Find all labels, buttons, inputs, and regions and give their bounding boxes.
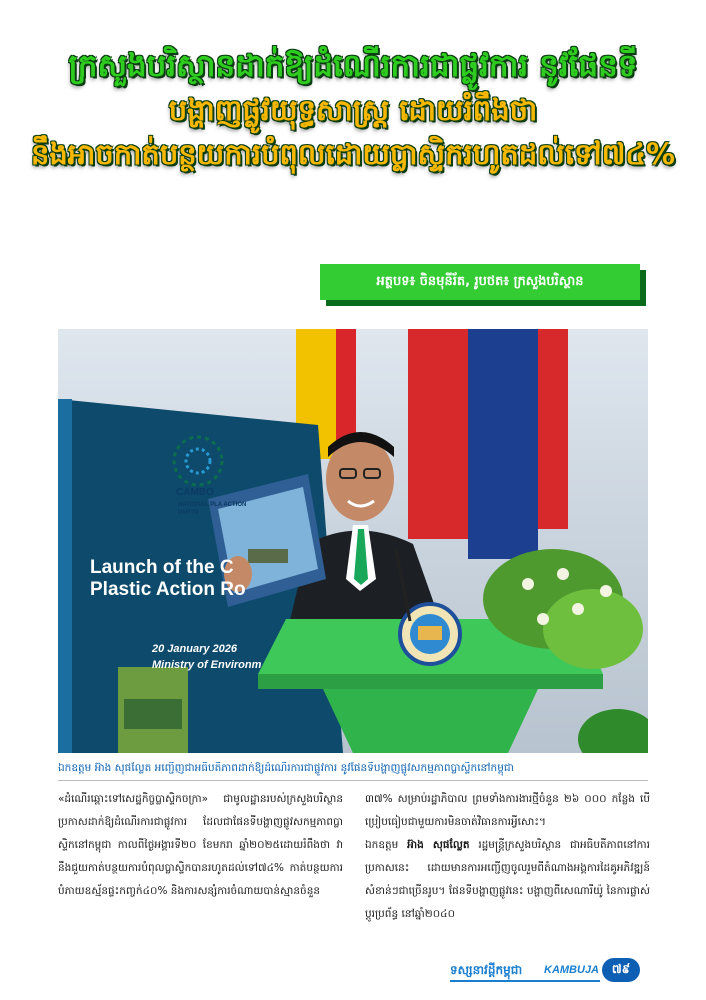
foreground-plant <box>578 709 648 753</box>
body-continuation: រដ្ឋមន្ត្រីក្រសួងបរិស្ថាន ជាអធិបតីភាពនៅការប្រកាសនេះ ដោយមានការអញ្ជើញចូលរួមពីតំណាងអង្គការដៃគូអភិវឌ្ឍន៍សំខាន់ៗជាច្រើនរូប។ ផែនទីបង្ហាញផ្លូវនេះ បង្ហាញពីសេណារីយ៉ូ នៃការផ្លាស់ប្តូរប្រព័ន្ធ នៅឆ្នាំ២០៤០ <box>365 839 650 920</box>
body-paragraph-left: «ដំណើរឆ្ពោះទៅសេដ្ឋកិច្ចប្លាស្ទិកចក្រា» ជាមូលដ្ឋានរបស់ក្រសួងបរិស្ថាន ប្រកាសដាក់ឱ្យដំណើរការជាផ្លូវការ ដែលជាផែនទីបង្ហាញផ្លូវសកម្មភាពប្លាស្ទិកនៅកម្ពុជា កាលពីថ្ងៃអង្គារទី២០ ខែមករា ឆ្នាំ២០២៥ដោយរំពឹងថា វានឹងជួយកាត់បន្ថយការបំពុលប្លាស្ទិកបានរហូតដល់ទៅ៧៤% កាត់បន្ថយការបំភាយឧស្ម័នផ្ទះកញ្ចក់៤០% និងការសន្សំការចំណាយបាន់ស្មានចំនួន <box>58 793 343 897</box>
book-cover-art <box>124 699 182 729</box>
byline-box <box>320 264 640 300</box>
photo-scene <box>58 329 648 753</box>
body-paragraph-right-2 <box>365 834 650 926</box>
logo-text: CAMBO <box>176 487 214 498</box>
banner-subtitle <box>152 641 261 673</box>
logo-subtext: NATIONAL PLA ACTION PARTN <box>178 502 247 516</box>
main-photo <box>58 329 648 753</box>
headline-line-1: ក្រសួងបរិស្ថានដាក់ឱ្យដំណើរការជាផ្លូវការ នូវផែនទី <box>68 48 638 84</box>
flag-blue <box>468 329 538 559</box>
banner-title-line-1: Launch of the C <box>90 557 234 578</box>
banner-title-line-2: Plastic Action Ro <box>90 579 246 600</box>
footer-rule <box>450 980 600 982</box>
body-column-right <box>365 788 650 926</box>
magazine-brand: KAMBUJA <box>544 964 599 976</box>
magazine-name: ទស្សនាវដ្តីកម្ពុជា <box>450 963 523 977</box>
body-column-left <box>58 788 343 903</box>
flag-red-2 <box>408 329 468 539</box>
headline-line-2: បង្ហាញផ្លូវយុទ្ធសាស្រ្ត ដោយរំពឹងថា <box>168 93 538 127</box>
flag-red-3 <box>538 329 568 529</box>
body-paragraph-right-1: ៣៧% សម្រាប់រដ្ឋាភិបាល ព្រមទាំងការងារថ្មីចំនួន ២៦ ០០០ កន្លែង បើប្រៀបធៀបជាមួយការមិនចាត់វិធានការអ្វីសោះ។ <box>365 793 650 828</box>
banner-edge <box>58 399 72 753</box>
banner-ministry: Ministry of Environm <box>152 659 262 671</box>
photo-caption: ឯកឧត្តម អ៊ាង សុផល្លែត អញ្ជើញជាអធិបតីភាពដាក់ឱ្យដំណើរការជាផ្លូវការ នូវផែនទីបង្ហាញផ្លូវសកម្មភាពប្លាស្ទិកនៅកម្ពុជា <box>58 762 514 774</box>
minister-name: អ៊ាង សុផល្លែត <box>407 839 470 851</box>
banner-title <box>90 557 246 601</box>
headline-line-3: នឹងអាចកាត់បន្ថយការបំពុលដោយប្លាស្ទិករហូតដល់ទៅ៧៤% <box>30 137 676 171</box>
caption-divider <box>58 780 648 781</box>
byline: អត្ថបទ៖ ចិនមុនីរ័ត, រូបថត៖ ក្រសួងបរិស្ថាន <box>320 264 640 300</box>
headline <box>0 44 706 176</box>
page-footer <box>450 958 650 986</box>
banner-date: 20 January 2026 <box>152 643 238 655</box>
body-prefix: ឯកឧត្តម <box>365 839 408 851</box>
page-number: ៧៩ <box>602 958 640 982</box>
